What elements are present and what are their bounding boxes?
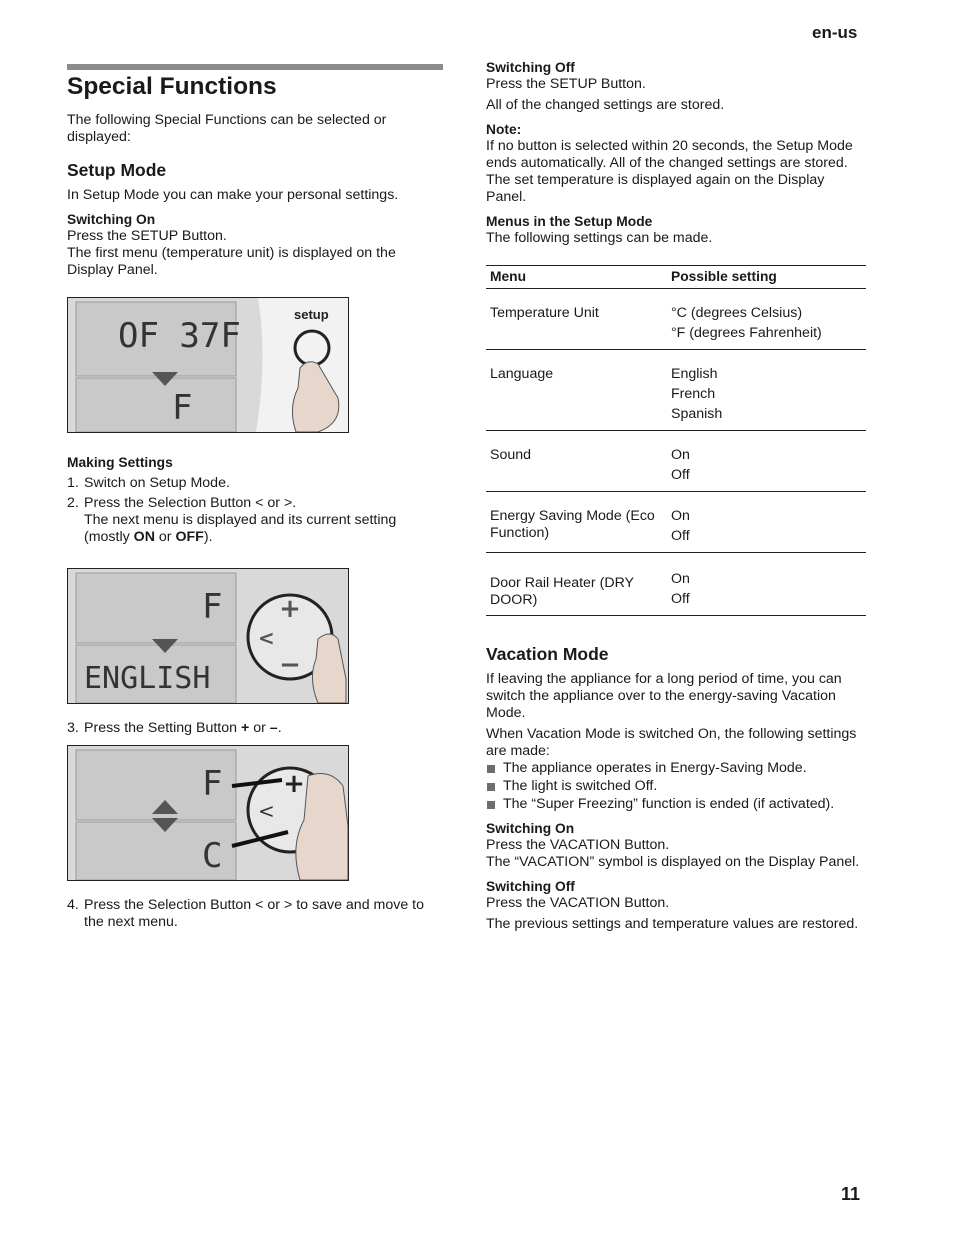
table-row (486, 492, 866, 553)
table-row (486, 553, 866, 616)
options-cell: English French Spanish (667, 350, 866, 431)
vacation-intro: If leaving the appliance for a long period of time, you can switch the appliance over to the energy-saving Vacation Mode. (486, 671, 842, 721)
step-2: 2. Press the Selection Button < or >. The next menu is displayed and its current setting (mostly ON or OFF). (67, 495, 397, 545)
switching-on-step1: Press the SETUP Button. (67, 228, 227, 244)
vacation-off-step2: The previous settings and temperature values are restored. (486, 916, 859, 932)
options-cell: On Off (667, 553, 866, 616)
step-1: 1. Switch on Setup Mode. (67, 475, 230, 491)
menus-heading: Menus in the Setup Mode (486, 214, 653, 229)
list-item: The “Super Freezing” function is ended (if activated). (486, 796, 866, 813)
page-title: Special Functions (67, 73, 277, 100)
page-number: 11 (841, 1184, 861, 1204)
steps-list-b (67, 720, 443, 737)
bottom-display-readout: C (202, 836, 223, 876)
right-column (486, 60, 866, 933)
svg-text:<: < (258, 799, 275, 823)
language-code: en-us (812, 23, 858, 42)
menus-intro: The following settings can be made. (486, 230, 713, 246)
vacation-on-step2: The “VACATION” symbol is displayed on the Display Panel. (486, 854, 860, 870)
list-item: The appliance operates in Energy-Saving Mode. (486, 760, 866, 777)
table-row (486, 350, 866, 431)
plus-symbol: + (240, 720, 250, 736)
intro-text: The following Special Functions can be selected or displayed: (67, 112, 387, 145)
setup-display-figure (67, 297, 349, 433)
bottom-display-readout: ENGLISH (84, 661, 211, 696)
switching-off-heading: Switching Off (486, 60, 575, 75)
menu-cell: Sound (486, 431, 667, 492)
table-row (486, 431, 866, 492)
svg-text:+: + (279, 594, 301, 624)
step-4: 4. Press the Selection Button < or > to save and move to the next menu. (67, 897, 424, 930)
menu-cell: Energy Saving Mode (Eco Function) (486, 492, 667, 553)
switching-on-heading: Switching On (67, 212, 156, 227)
note-text: If no button is selected within 20 seconds, the Setup Mode ends automatically. All of the changed settings are stored. The set temperature is displayed again on the Display Panel. (486, 138, 853, 205)
vacation-settings-list (486, 760, 866, 813)
title-rule (67, 64, 443, 70)
options-cell: On Off (667, 431, 866, 492)
switching-off-step1: Press the SETUP Button. (486, 76, 646, 92)
header-possible-setting: Possible setting (667, 266, 866, 289)
left-arrow-symbol: < (255, 897, 264, 913)
setup-button-label: setup (294, 307, 329, 322)
table-row (486, 289, 866, 350)
switching-on-step2: The first menu (temperature unit) is displayed on the Display Panel. (67, 245, 396, 278)
vacation-mode-heading: Vacation Mode (486, 644, 609, 664)
options-cell: On Off (667, 492, 866, 553)
minus-symbol: – (269, 720, 278, 736)
vacation-on-step1: Press the VACATION Button. (486, 837, 670, 853)
top-display-readout: F (202, 764, 223, 804)
vacation-switching-off-heading: Switching Off (486, 879, 575, 894)
top-display-readout: F (202, 587, 223, 627)
step-3: 3. Press the Setting Button + or –. (67, 720, 282, 736)
vacation-settings-intro: When Vacation Mode is switched On, the following settings are made: (486, 726, 857, 759)
bullet-square-icon (487, 765, 495, 773)
setup-intro: In Setup Mode you can make your personal settings. (67, 187, 399, 203)
unit-change-figure (67, 745, 349, 881)
switching-off-step2: All of the changed settings are stored. (486, 97, 725, 113)
table-header-row (486, 266, 866, 289)
menu-cell: Door Rail Heater (DRY DOOR) (486, 553, 667, 616)
svg-text:<: < (258, 626, 275, 650)
list-item: The light is switched Off. (486, 778, 866, 795)
setup-menu-table (486, 265, 866, 616)
steps-list-c (67, 897, 443, 931)
svg-text:+: + (283, 769, 305, 799)
language-display-figure (67, 568, 349, 704)
options-cell: °C (degrees Celsius) °F (degrees Fahrenheit) (667, 289, 866, 350)
vacation-switching-on-heading: Switching On (486, 821, 575, 836)
steps-list-a (67, 475, 443, 546)
left-column (67, 64, 443, 934)
menu-cell: Language (486, 350, 667, 431)
bottom-display-readout: F (172, 388, 193, 428)
bullet-square-icon (487, 783, 495, 791)
left-arrow-symbol: < (255, 495, 264, 511)
note-heading: Note: (486, 122, 522, 137)
right-arrow-symbol: > (283, 495, 293, 511)
making-settings-heading: Making Settings (67, 455, 173, 470)
bullet-square-icon (487, 801, 495, 809)
vacation-off-step1: Press the VACATION Button. (486, 895, 670, 911)
setup-mode-heading: Setup Mode (67, 160, 167, 180)
svg-text:−: − (279, 650, 301, 680)
right-arrow-symbol: > (283, 897, 293, 913)
menu-cell: Temperature Unit (486, 289, 667, 350)
header-menu: Menu (486, 266, 667, 289)
top-display-readout: OF 37F (118, 316, 241, 356)
